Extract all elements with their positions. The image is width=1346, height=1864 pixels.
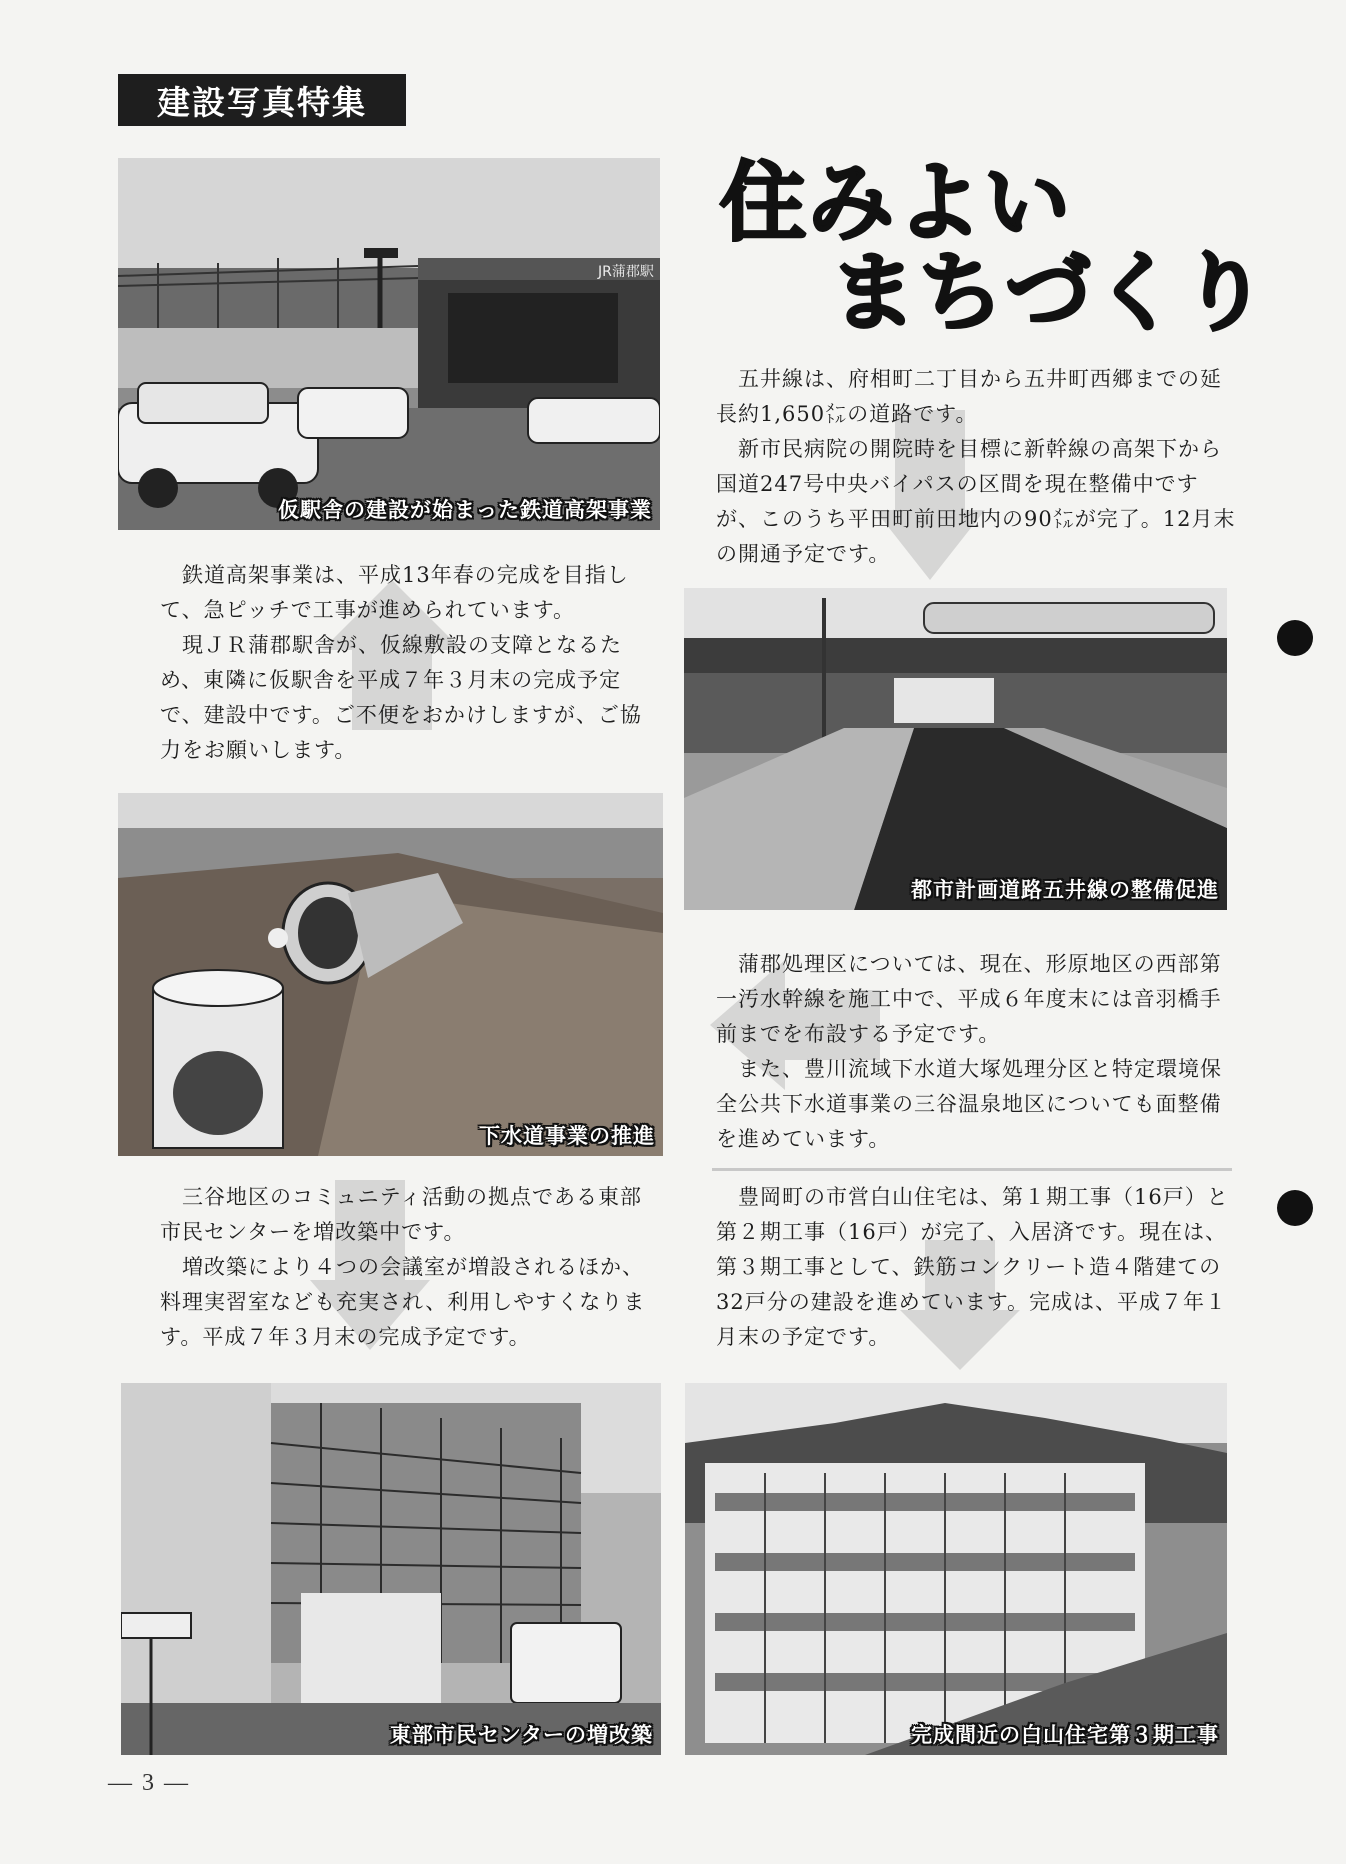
community-para-2: 増改築により４つの会議室が増設されるほか、料理実習室なども充実され、利用しやすくなります。平成７年３月末の完成予定です。 xyxy=(160,1255,646,1349)
sewer-para-2: また、豊川流域下水道大塚処理分区と特定環境保全公共下水道事業の三谷温泉地区についても面整備を進めています。 xyxy=(716,1057,1223,1151)
sewer-photo xyxy=(118,793,663,1156)
sewer-caption: 下水道事業の推進 xyxy=(479,1124,655,1148)
housing-article xyxy=(716,1180,1236,1355)
goi-road-caption: 都市計画道路五井線の整備促進 xyxy=(911,878,1219,902)
headline-line2: まちづくり xyxy=(830,243,1270,343)
housing-photo xyxy=(685,1383,1227,1755)
housing-para-1: 豊岡町の市営白山住宅は、第１期工事（16戸）と第２期工事（16戸）が完了、入居済です。現在は、第３期工事として、鉄筋コンクリート造４階建ての32戸分の建設を進めています。完成は、平成７年１月末の予定です。 xyxy=(716,1185,1229,1349)
goi-road-para-1: 五井線は、府相町二丁目から五井町西郷までの延長約1,650㍍の道路です。 xyxy=(716,367,1223,426)
community-center-photo xyxy=(121,1383,661,1755)
station-sign: JR蒲郡駅 xyxy=(598,264,654,280)
railway-photo xyxy=(118,158,660,530)
sewer-para-1: 蒲郡処理区については、現在、形原地区の西部第一汚水幹線を施工中で、平成６年度末には音羽橋手前までを布設する予定です。 xyxy=(716,952,1222,1046)
page-number: — 3 — xyxy=(108,1770,190,1796)
housing-caption: 完成間近の白山住宅第３期工事 xyxy=(911,1723,1219,1747)
goi-road-photo xyxy=(684,588,1227,910)
railway-para-1: 鉄道高架事業は、平成13年春の完成を目指して、急ピッチで工事が進められています。 xyxy=(160,563,629,622)
divider xyxy=(712,1168,1232,1171)
railway-article xyxy=(160,558,660,768)
section-label: 建設写真特集 xyxy=(118,74,406,126)
community-para-1: 三谷地区のコミュニティ活動の拠点である東部市民センターを増改築中です。 xyxy=(160,1185,642,1244)
bullet-dot-upper xyxy=(1277,620,1313,656)
community-center-article xyxy=(160,1180,660,1355)
goi-road-article xyxy=(716,362,1236,572)
railway-caption: 仮駅舎の建設が始まった鉄道高架事業 xyxy=(278,498,652,522)
bullet-dot-lower xyxy=(1277,1190,1313,1226)
sewer-article xyxy=(716,947,1236,1157)
headline-line1: 住みよい xyxy=(720,153,1072,253)
community-center-caption: 東部市民センターの増改築 xyxy=(389,1723,653,1747)
goi-road-para-2: 新市民病院の開院時を目標に新幹線の高架下から国道247号中央バイパスの区間を現在整備中ですが、このうち平田町前田地内の90㍍が完了。12月末の開通予定です。 xyxy=(716,437,1236,566)
railway-para-2: 現ＪＲ蒲郡駅舎が、仮線敷設の支障となるため、東隣に仮駅舎を平成７年３月末の完成予定で、建設中です。ご不便をおかけしますが、ご協力をお願いします。 xyxy=(160,633,642,762)
